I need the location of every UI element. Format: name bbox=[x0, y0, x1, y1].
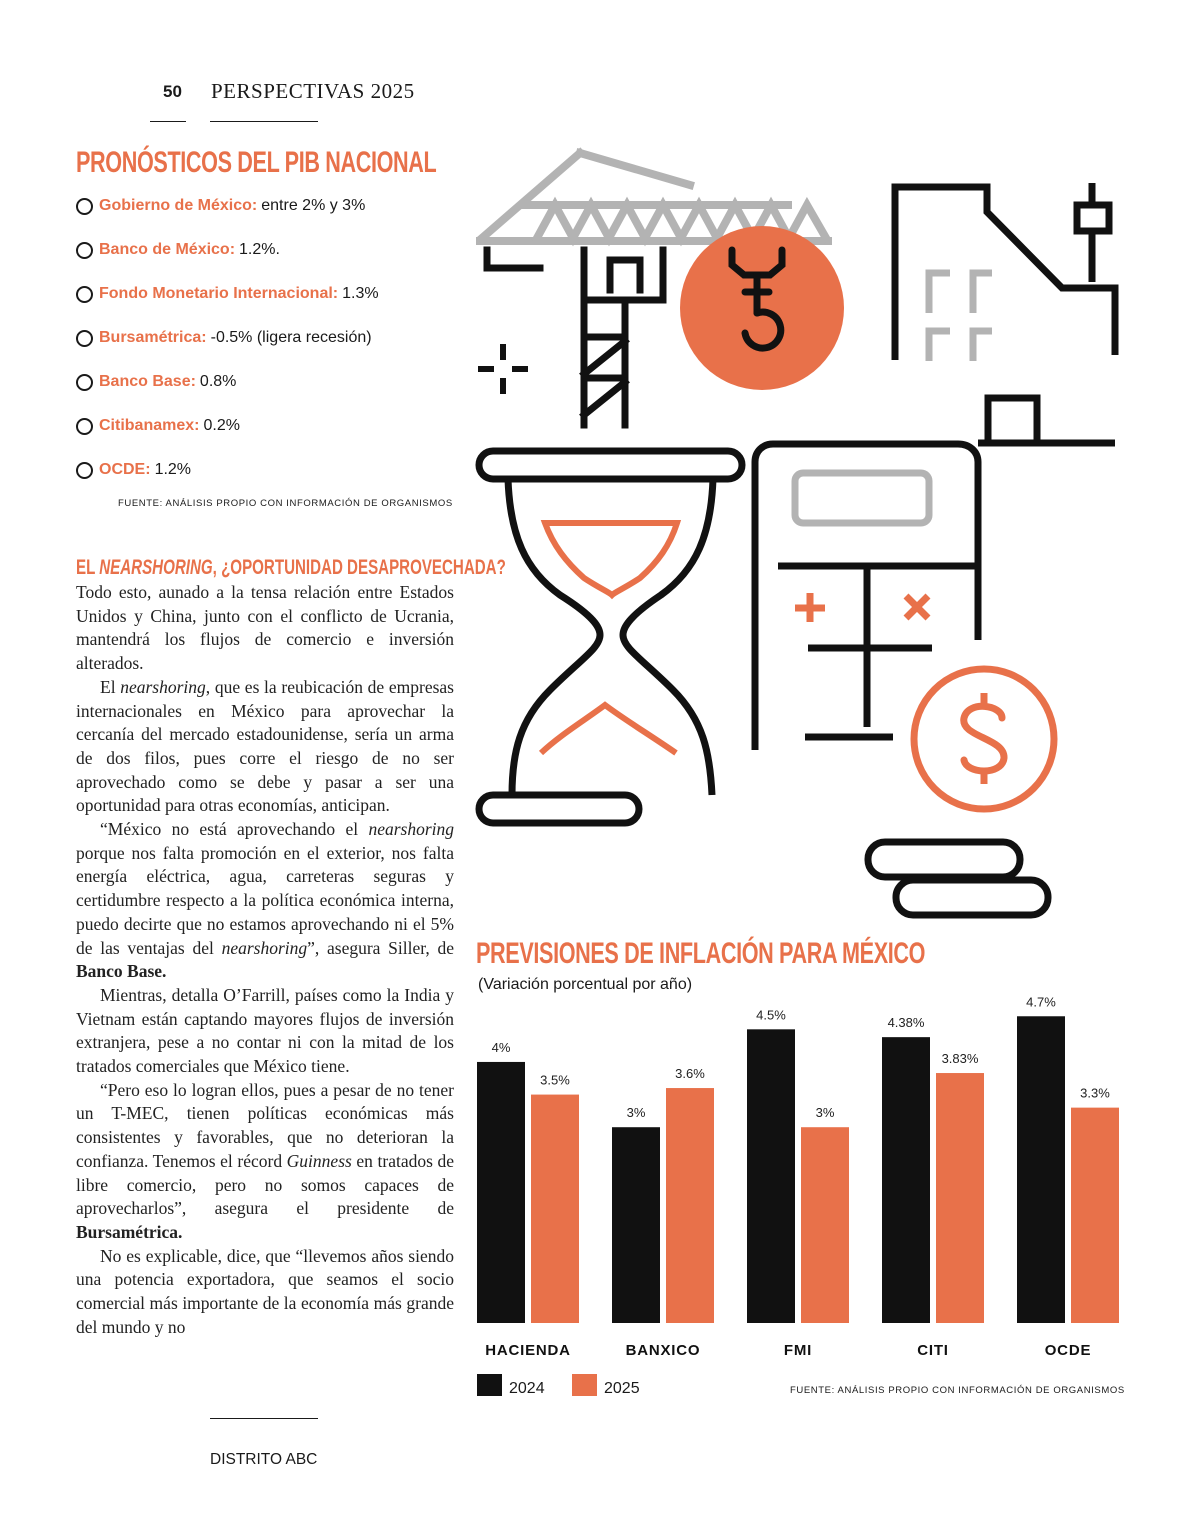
bar-hacienda-2025 bbox=[531, 1095, 579, 1323]
bar-citi-2024 bbox=[882, 1037, 930, 1323]
list-item: OCDE: 1.2% bbox=[76, 461, 456, 505]
data-label: 3% bbox=[626, 1105, 646, 1121]
pib-title: PRONÓSTICOS DEL PIB NACIONAL bbox=[76, 146, 437, 179]
paragraph: “México no está aprovechando el nearshoring porque nos falta promoción en el exterior, nos falta energía eléctrica, agua, carreteras seguras y certidumbre respecto a la política económica interna, puedo decirte que no estamos aprovechando ni el 5% de las ventajas del nearshoring”, asegura Siller, de Banco Base. bbox=[76, 819, 454, 982]
data-label: 3.3% bbox=[1080, 1085, 1110, 1101]
circle-bullet-icon bbox=[76, 374, 93, 391]
footer-rule bbox=[210, 1418, 318, 1419]
bar-fmi-2025 bbox=[801, 1127, 849, 1323]
bar-ocde-2024 bbox=[1017, 1016, 1065, 1323]
bar-hacienda-2024 bbox=[477, 1062, 525, 1323]
paragraph: El nearshoring, que es la reubicación de empresas internacionales en México para aprovechar la cercanía del mercado estadounidense, sería un arma de dos filos, pues corre el riesgo de no ser aprovechado como se debe y pasar a ser una oportunidad para otras economías, anticipan. bbox=[76, 676, 454, 816]
sparkle-icon bbox=[481, 347, 525, 391]
list-item: Bursamétrica: -0.5% (ligera recesión) bbox=[76, 329, 456, 373]
bar-fmi-2024 bbox=[747, 1029, 795, 1323]
bar-chart bbox=[470, 985, 1130, 1365]
data-label: 3.83% bbox=[941, 1051, 979, 1067]
footer-label: DISTRITO ABC bbox=[210, 1451, 318, 1468]
chart-subtitle: (Variación porcentual por año) bbox=[478, 976, 693, 993]
calculator-icon bbox=[755, 398, 1115, 750]
data-label: 4.5% bbox=[756, 1007, 786, 1023]
section-title: PERSPECTIVAS 2025 bbox=[211, 79, 415, 103]
article-body bbox=[76, 581, 454, 1340]
page-number: 50 bbox=[163, 82, 182, 101]
chart-title: PREVISIONES DE INFLACIÓN PARA MÉXICO bbox=[476, 937, 926, 970]
legend-label-2024: 2024 bbox=[509, 1380, 545, 1397]
data-label: 3% bbox=[815, 1105, 835, 1121]
data-label: 4% bbox=[491, 1039, 511, 1055]
article-heading: EL NEARSHORING, ¿OPORTUNIDAD DESAPROVECHADA? bbox=[76, 556, 506, 579]
category-label: FMI bbox=[783, 1342, 813, 1359]
bar-ocde-2025 bbox=[1071, 1108, 1119, 1323]
paragraph: Mientras, detalla O’Farrill, países como la India y Vietnam están captando mayores flujos de inversión extranjera, pese a no contar ni con la mitad de los tratados comerciales que México tiene. bbox=[76, 984, 454, 1077]
coins-stack-icon bbox=[868, 842, 1048, 915]
circle-bullet-icon bbox=[76, 418, 93, 435]
legend-swatch-2025 bbox=[572, 1374, 597, 1396]
building-icon bbox=[895, 183, 1115, 361]
legend-label-2025: 2025 bbox=[604, 1380, 640, 1397]
data-label: 3.5% bbox=[540, 1072, 570, 1088]
data-label: 4.7% bbox=[1026, 994, 1056, 1010]
list-item: Gobierno de México: entre 2% y 3% bbox=[76, 197, 456, 241]
category-label: CITI bbox=[917, 1342, 949, 1359]
pib-list bbox=[76, 197, 456, 505]
bar-banxico-2024 bbox=[612, 1127, 660, 1323]
header-rule-right bbox=[210, 121, 318, 122]
category-label: HACIENDA bbox=[485, 1342, 571, 1359]
data-label: 3.6% bbox=[675, 1066, 705, 1082]
bar-banxico-2025 bbox=[666, 1088, 714, 1323]
dollar-coin-icon bbox=[914, 669, 1054, 809]
header-rule-left bbox=[150, 121, 186, 122]
orange-sun-shape bbox=[680, 226, 844, 390]
circle-bullet-icon bbox=[76, 198, 93, 215]
illustration bbox=[470, 140, 1130, 930]
list-item: Banco Base: 0.8% bbox=[76, 373, 456, 417]
category-label: OCDE bbox=[1044, 1342, 1092, 1359]
legend-swatch-2024 bbox=[477, 1374, 502, 1396]
circle-bullet-icon bbox=[76, 242, 93, 259]
list-item: Fondo Monetario Internacional: 1.3% bbox=[76, 285, 456, 329]
bar-citi-2025 bbox=[936, 1073, 984, 1323]
circle-bullet-icon bbox=[76, 330, 93, 347]
list-item: Banco de México: 1.2%. bbox=[76, 241, 456, 285]
paragraph: Todo esto, aunado a la tensa relación entre Estados Unidos y China, junto con el conflicto de Ucrania, mantendrá los flujos de comercio e inversión alterados. bbox=[76, 582, 454, 674]
pib-source: FUENTE: ANÁLISIS PROPIO CON INFORMACIÓN DE ORGANISMOS bbox=[118, 498, 453, 509]
category-label: BANXICO bbox=[625, 1342, 701, 1359]
circle-bullet-icon bbox=[76, 462, 93, 479]
circle-bullet-icon bbox=[76, 286, 93, 303]
chart-source: FUENTE: ANÁLISIS PROPIO CON INFORMACIÓN DE ORGANISMOS bbox=[790, 1385, 1125, 1396]
data-label: 4.38% bbox=[887, 1015, 925, 1031]
list-item: Citibanamex: 0.2% bbox=[76, 417, 456, 461]
paragraph: “Pero eso lo logran ellos, pues a pesar de no tener un T-MEC, tienen políticas económicas más consistentes y favorables, que no deterioran la confianza. Tenemos el récord Guinness en tratados de libre comercio, pero no somos capaces de aprovecharlos”, asegura el presidente de Bursamétrica. bbox=[76, 1079, 455, 1242]
paragraph: No es explicable, dice, que “llevemos años siendo una potencia exportadora, que seamos el socio comercial más importante de la economía más grande del mundo y no bbox=[76, 1245, 454, 1337]
hourglass-icon bbox=[479, 451, 742, 823]
